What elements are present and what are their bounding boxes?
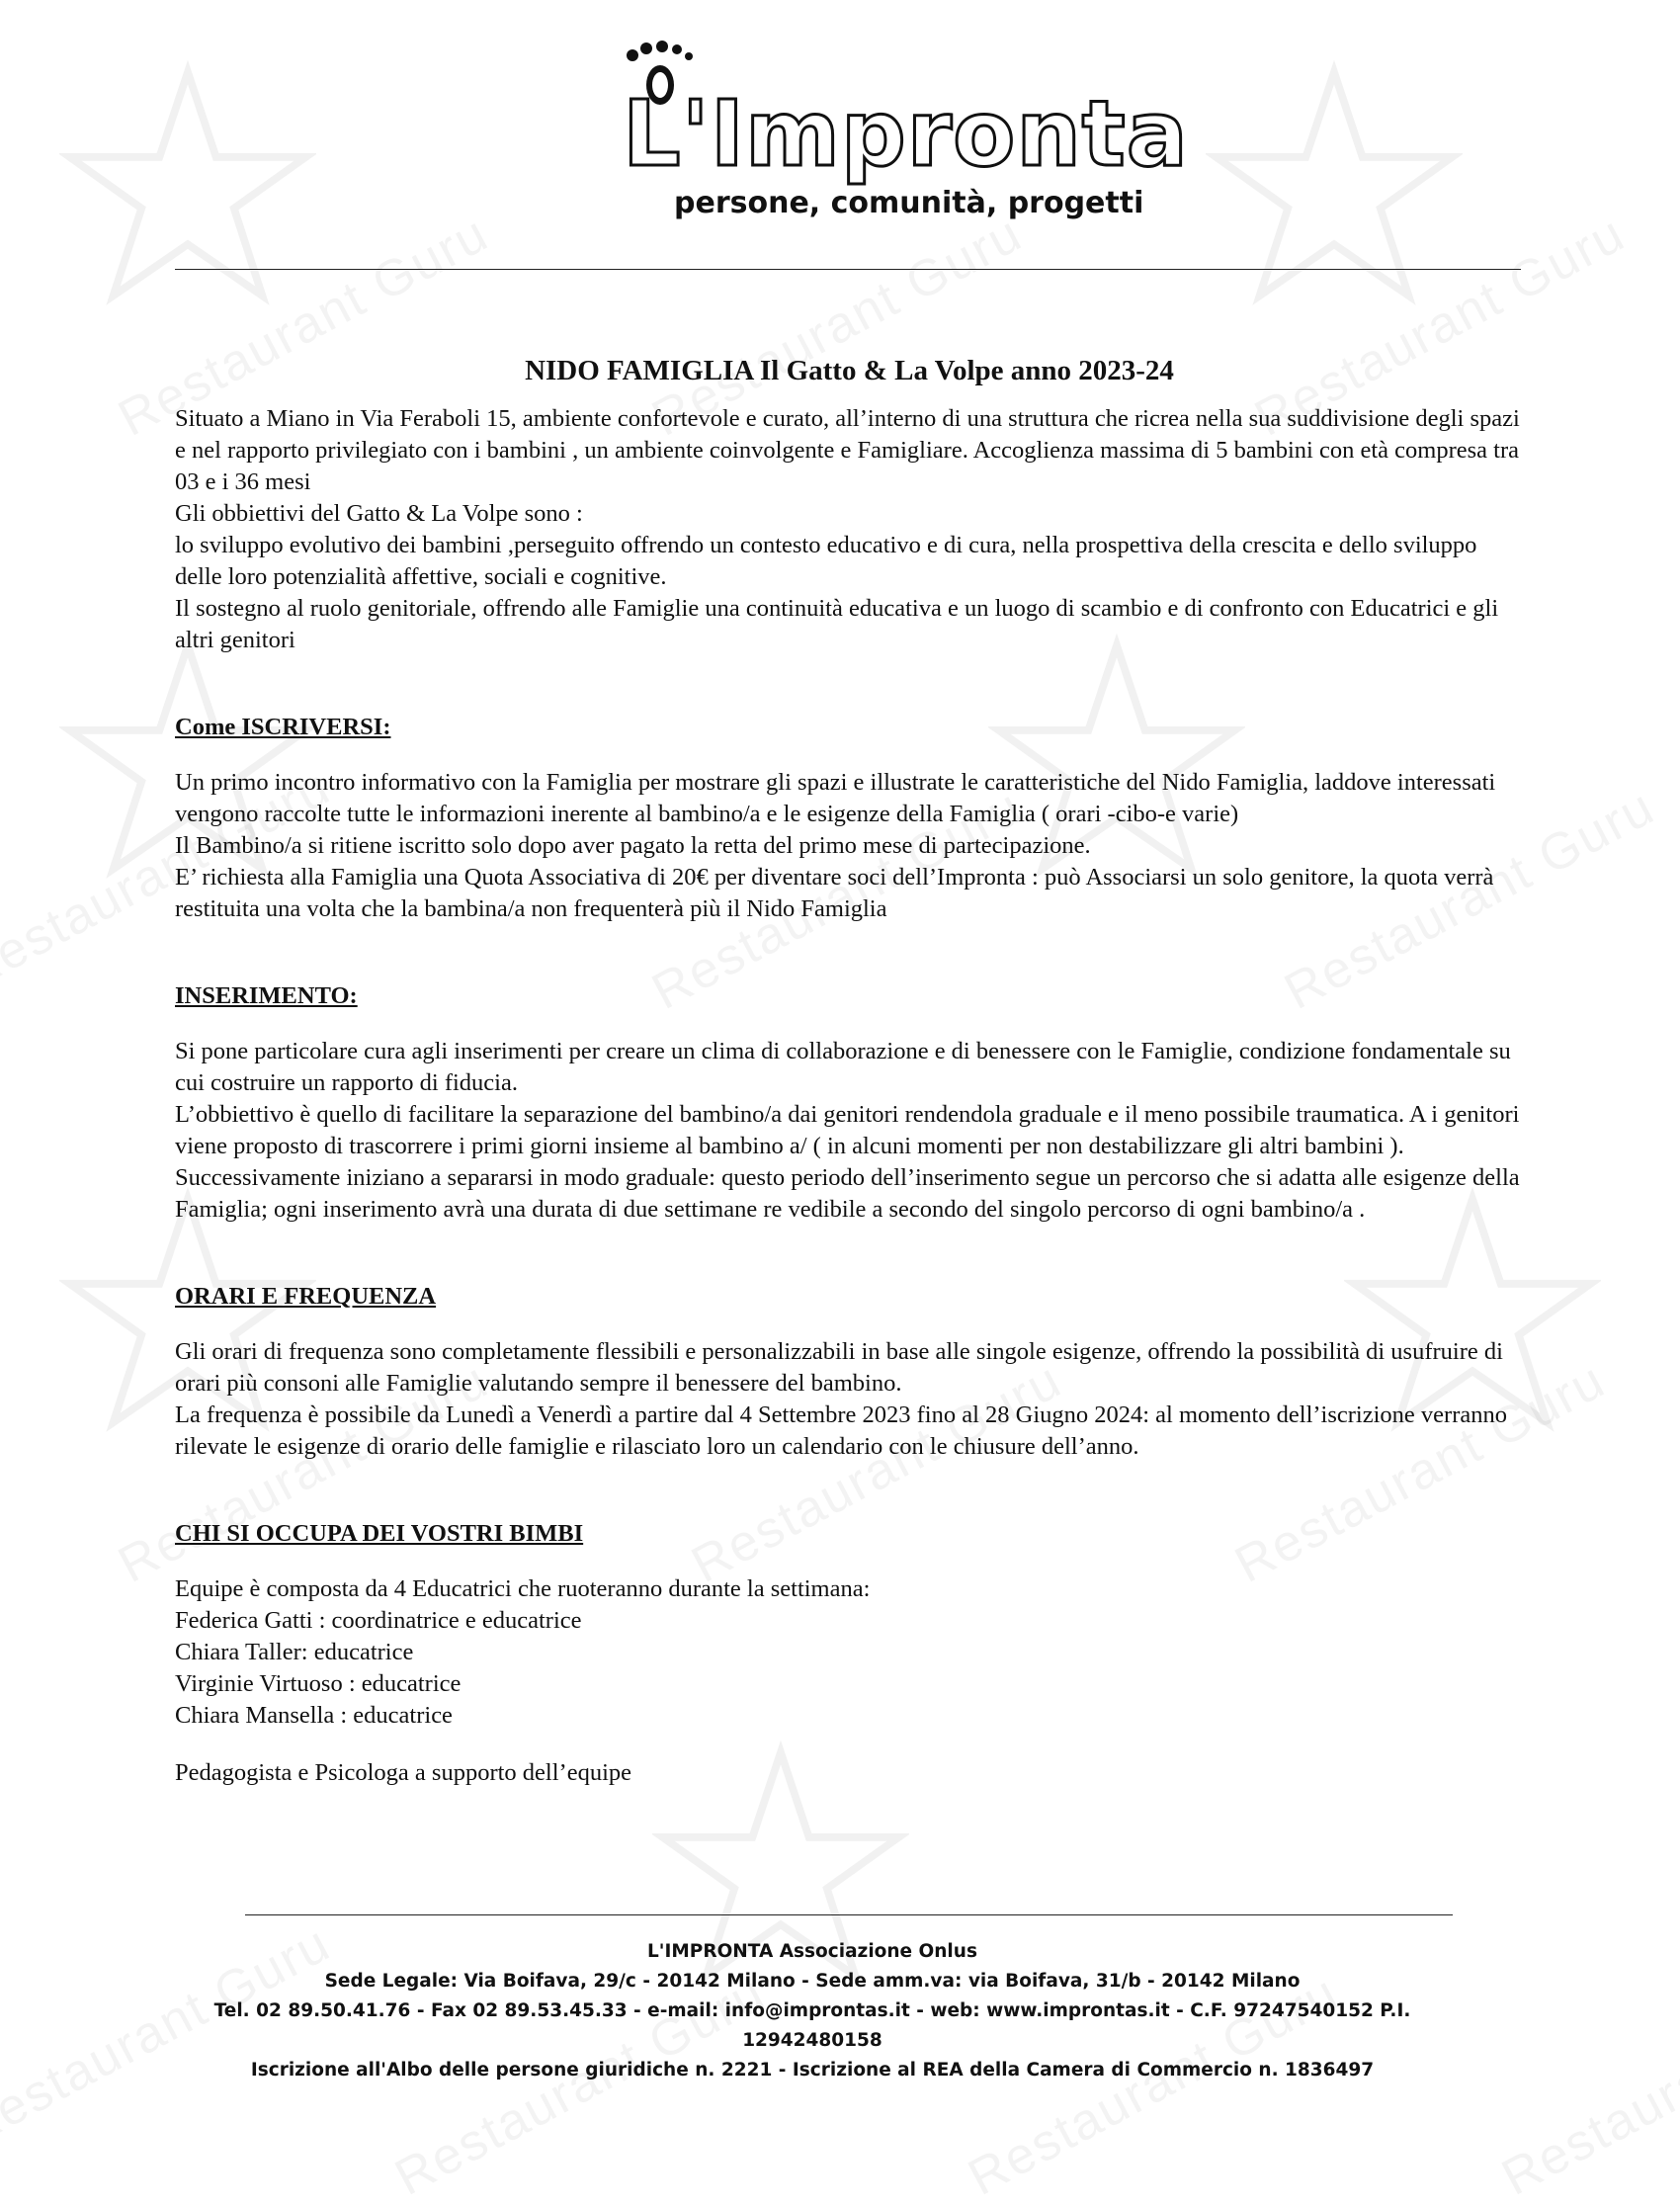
logo-wordmark: L'Impronta	[623, 81, 1189, 187]
section-paragraph: Il Bambino/a si ritiene iscritto solo dopo aver pagato la retta del primo mese di partecipazione.	[175, 832, 1091, 859]
logo-tagline: persone, comunità, progetti	[674, 186, 1144, 220]
section-paragraph: Un primo incontro informativo con la Famiglia per mostrare gli spazi e illustrate le caratteristiche del Nido Famiglia, laddove interessati vengono raccolte tutte le informazioni inerente al bambino/a e le esigenze della Famiglia ( orari -cibo-e varie)	[175, 769, 1496, 827]
section-paragraph: Gli orari di frequenza sono completamente flessibili e personalizzabili in base alle singole esigenze, offrendo la possibilità di usufruire di orari più consoni alle Famiglie valutando sempre il benessere del bambino.	[175, 1338, 1503, 1397]
star-fork-icon	[59, 59, 316, 316]
footer-address: Sede Legale: Via Boifava, 29/c - 20142 Milano - Sede amm.va: via Boifava, 31/b - 20142 Milano	[324, 1971, 1301, 1992]
section-paragraph: Equipe è composta da 4 Educatrici che ruoteranno durante la settimana:	[175, 1575, 871, 1602]
section-paragraph: E’ richiesta alla Famiglia una Quota Associativa di 20€ per diventare soci dell’Impronta : può Associarsi un solo genitore, la quota verrà restituita una volta che la bambina/a non frequenterà più il Nido Famiglia	[175, 864, 1494, 922]
section-paragraph: Successivamente iniziano a separarsi in modo graduale: questo periodo dell’inserimento segue un percorso che si adatta alle esigenze della Famiglia; ogni inserimento avrà una durata di due settimane re vedibile a secondo del singolo percorso di ogni bambino/a .	[175, 1164, 1520, 1223]
section-heading-inserimento: INSERIMENTO:	[175, 982, 358, 1009]
intro-paragraph: Situato a Miano in Via Feraboli 15, ambiente confortevole e curato, all’interno di una struttura che ricrea nella sua suddivisione degli spazi e nel rapporto privilegiato con i bambini , un ambiente coinvolgente e Famigliare. Accoglienza massima di 5 bambini con età compresa tra 03 e i 36 mesi	[175, 405, 1520, 495]
footer-divider	[245, 1914, 1453, 1915]
document-title: NIDO FAMIGLIA Il Gatto & La Volpe anno 2023-24	[525, 355, 1174, 386]
section-paragraph: Si pone particolare cura agli inserimenti per creare un clima di collaborazione e di benessere con le Famiglie, condizione fondamentale su cui costruire un rapporto di fiducia.	[175, 1038, 1511, 1096]
intro-paragraph: Il sostegno al ruolo genitoriale, offrendo alle Famiglie una continuità educativa e un luogo di scambio e di confronto con Educatrici e gli altri genitori	[175, 595, 1499, 653]
watermark-text	[1492, 1963, 1680, 2208]
footer-org-name: L'IMPRONTA Associazione Onlus	[647, 1941, 977, 1962]
section-paragraph: L’obbiettivo è quello di facilitare la separazione del bambino/a dai genitori rendendola graduale e il meno possibile traumatica. A i genitori viene proposto di trascorrere i primi giorni insieme al bambino a/ ( in alcuni momenti per non destabilizzare gli altri bambini ).	[175, 1101, 1520, 1159]
document-body	[175, 354, 1524, 1789]
intro-paragraph: Gli obbiettivi del Gatto & La Volpe sono :	[175, 500, 583, 527]
staff-member: Chiara Mansella : educatrice	[175, 1702, 453, 1729]
logo	[593, 28, 1189, 225]
footer-contacts: Tel. 02 89.50.41.76 - Fax 02 89.53.45.33 - e-mail: info@improntas.it - web: www.improntas.it - C.F. 97247540152 P.I. 12942480158	[213, 2000, 1411, 2051]
section-heading-iscriversi: Come ISCRIVERSI:	[175, 714, 391, 740]
intro-paragraph: lo sviluppo evolutivo dei bambini ,perseguito offrendo un contesto educativo e di cura, nella prospettiva della crescita e dello sviluppo delle loro potenzialità affettive, sociali e cognitive.	[175, 532, 1477, 590]
section-heading-equipe: CHI SI OCCUPA DEI VOSTRI BIMBI	[175, 1520, 584, 1547]
star-fork-icon	[1206, 59, 1463, 316]
section-paragraph: La frequenza è possibile da Lunedì a Venerdì a partire dal 4 Settembre 2023 fino al 28 Giugno 2024: al momento dell’iscrizione verranno rilevate le esigenze di orario delle famiglie e rilasciato loro un calendario con le chiusure dell’anno.	[175, 1401, 1507, 1460]
footer-registration: Iscrizione all'Albo delle persone giuridiche n. 2221 - Iscrizione al REA della Camera di Commercio n. 1836497	[250, 2060, 1375, 2081]
header-divider	[175, 269, 1521, 270]
footer	[175, 1937, 1450, 2085]
closing-line: Pedagogista e Psicologa a supporto dell’equipe	[175, 1759, 631, 1786]
section-heading-orari: ORARI E FREQUENZA	[175, 1283, 437, 1310]
staff-member: Virginie Virtuoso : educatrice	[175, 1670, 462, 1697]
staff-member: Chiara Taller: educatrice	[175, 1639, 414, 1665]
staff-member: Federica Gatti : coordinatrice e educatrice	[175, 1607, 582, 1634]
